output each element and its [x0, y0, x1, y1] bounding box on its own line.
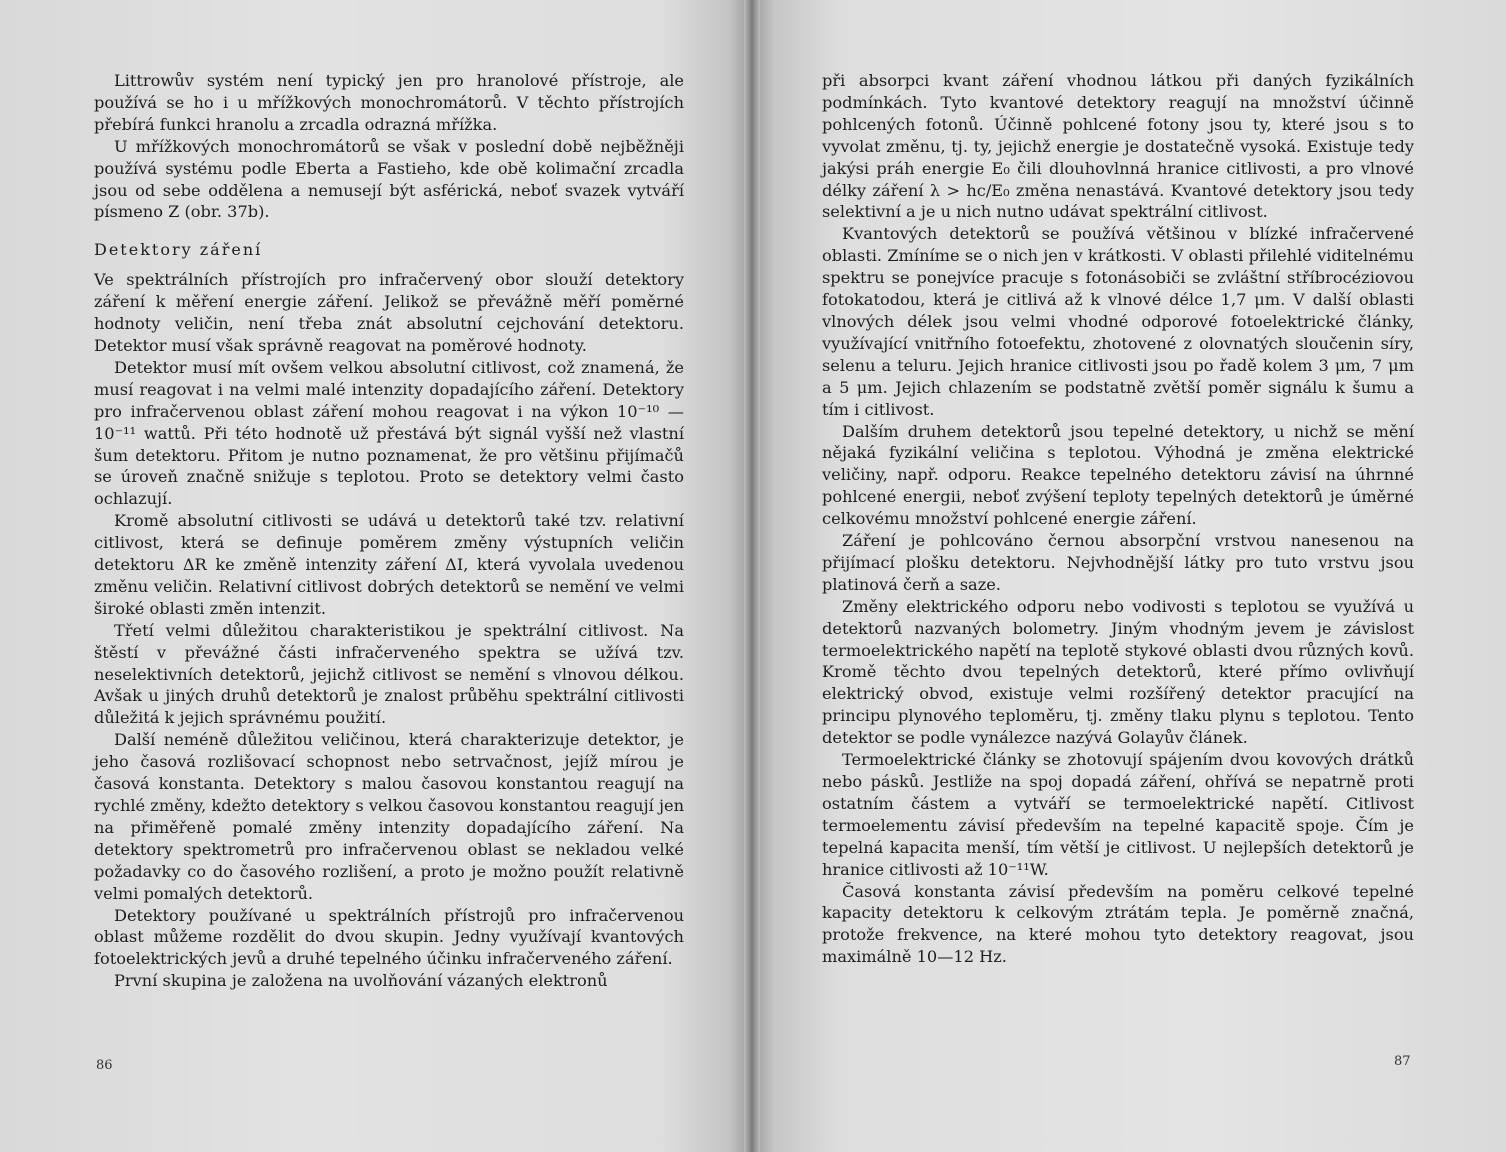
paragraph: Littrowův systém není typický jen pro hranolové přístroje, ale používá se ho i u mřížkových monochromátorů. V těchto přístrojích přebírá funkci hranolu a zrcadla odrazná mřížka. — [94, 71, 684, 134]
paragraph: První skupina je založena na uvolňování vázaných elektronů — [114, 971, 608, 991]
page-number: 87 — [1394, 1054, 1411, 1069]
paragraph: Kvantových detektorů se používá většinou v blízké infračervené oblasti. Zmíníme se o nich jen v krátkosti. V oblasti přilehlé viditelnému spektru se ponejvíce pracuje s fotonásobiči se zvláštní stříbrocéziovou fotokatodou, která je citlivá až k vlnové délce 1,7 μm. V další oblasti vlnových délek jsou velmi vhodné odporové fotoelektrické články, využívající vnitřního fotoefektu, zhotovené z olovnatých sloučenin síry, selenu a teluru. Jejich hranice citlivosti jsou po řadě kolem 3 μm, 7 μm a 5 μm. Jejich chlazením se podstatně zvětší poměr signálu k šumu a tím i citlivost. — [822, 224, 1414, 419]
paragraph: Kromě absolutní citlivosti se udává u detektorů také tzv. relativní citlivost, která se definuje poměrem změny výstupních veličin detektoru ΔR ke změně intenzity záření ΔI, která vyvolala uvedenou změnu veličin. Relativní citlivost dobrých detektorů se nemění ve velmi široké oblasti změn intenzit. — [94, 511, 684, 618]
paragraph: Detektor musí mít ovšem velkou absolutní citlivost, což znamená, že musí reagovat i na velmi malé intenzity dopadajícího záření. Detektory pro infračervenou oblast záření mohou reagovat i na výkon 10⁻¹⁰ — 10⁻¹¹ wattů. Při této hodnotě už přestává být signál vyšší než vlastní šum detektoru. Přitom je nutno poznamenat, že pro většinu přijímačů se úroveň značně snižuje s teplotou. Proto se detektory velmi často ochlazují. — [94, 357, 684, 509]
paragraph: Třetí velmi důležitou charakteristikou je spektrální citlivost. Na štěstí v převážné části infračerveného spektra se užívá tzv. neselektivních detektorů, jejichž citlivost se nemění s vlnovou délkou. Avšak u jiných druhů detektorů je znalost průběhu spektrální citlivosti důležitá k jejich správnému použití. — [94, 620, 684, 728]
paragraph: Ve spektrálních přístrojích pro infračervený obor slouží detektory záření k měření energie záření. Jelikož se převážně měří poměrné hodnoty veličin, není třeba znát absolutní cejchování detektoru. Detektor musí však správně reagovat na poměrové hodnoty. — [94, 270, 684, 355]
right-page-text — [822, 70, 1414, 968]
paragraph: Změny elektrického odporu nebo vodivosti s teplotou se využívá u detektorů nazvaných bolometry. Jiným vhodným jevem je závislost termoelektrického napětí na teplotě stykové oblasti dvou různých kovů. Kromě těchto dvou tepelných detektorů, které přímo ovlivňují elektrický obvod, existuje velmi rozšířený detektor pracující na principu plynového teploměru, tj. změny tlaku plynu s teplotou. Tento detektor se podle vynálezce nazývá Golayův článek. — [822, 596, 1414, 748]
paragraph: Časová konstanta závisí především na poměru celkové tepelné kapacity detektoru k celkovým ztrátám tepla. Je poměrně značná, protože frekvence, na které mohou tyto detektory reagovat, jsou maximálně 10—12 Hz. — [822, 881, 1414, 967]
paragraph: Termoelektrické články se zhotovují spájením dvou kovových drátků nebo pásků. Jestliže na spoj dopadá záření, ohřívá se nepatrně proti ostatním částem a vytváří se termoelektrické napětí. Citlivost termoelementu závisí především na tepelné kapacitě spoje. Čím je tepelná kapacita menší, tím větší je citlivost. U nejlepších detektorů je hranice citlivosti až 10⁻¹¹W. — [822, 750, 1414, 879]
paragraph: Záření je pohlcováno černou absorpční vrstvou nanesenou na přijímací plošku detektoru. Nejvhodnější látky pro tuto vrstvu jsou platinová čerň a saze. — [822, 531, 1414, 594]
paragraph: U mřížkových monochromátorů se však v poslední době nejběžněji používá systému podle Eberta a Fastieho, kde obě kolimační zrcadla jsou od sebe oddělena a nemusejí být asférická, neboť svazek vytváří písmeno Z (obr. 37b). — [94, 136, 684, 222]
left-page-text — [94, 70, 684, 992]
paragraph: Detektory používané u spektrálních přístrojů pro infračervenou oblast můžeme rozdělit do dvou skupin. Jedny využívají kvantových fotoelektrických jevů a druhé tepelného účinku infračerveného záření. — [94, 905, 684, 969]
left-page — [0, 0, 752, 1152]
book-gutter — [744, 0, 760, 1152]
paragraph: Další neméně důležitou veličinou, která charakterizuje detektor, je jeho časová rozlišovací schopnost nebo setrvačnost, jejíž mírou je časová konstanta. Detektory s malou časovou konstantou reagují na rychlé změny, kdežto detektory s velkou časovou konstantou reagují jen na přiměřeně pomalé změny intenzity dopadajícího záření. Na detektory spektrometrů pro infračervenou oblast se nekladou velké požadavky co do časového rozlišení, a proto je možno použít relativně velmi pomalých detektorů. — [94, 730, 684, 903]
page-number: 86 — [96, 1058, 113, 1073]
section-heading: Detektory záření — [94, 240, 263, 260]
paragraph: při absorpci kvant záření vhodnou látkou při daných fyzikálních podmínkách. Tyto kvantové detektory reagují na množství účinně pohlcených fotonů. Účinně pohlcené fotony jsou ty, které jsou s to vyvolat změnu, tj. ty, jejichž energie je dostatečně vysoká. Existuje tedy jakýsi práh energie E₀ čili dlouhovlnná hranice citlivosti, a pro vlnové délky záření λ > hc/E₀ změna nenastává. Kvantové detektory jsou tedy selektivní a je u nich nutno udávat spektrální citlivost. — [822, 71, 1414, 222]
paragraph: Dalším druhem detektorů jsou tepelné detektory, u nichž se mění nějaká fyzikální veličina s teplotou. Výhodná je změna elektrické veličiny, např. odporu. Reakce tepelného detektoru závisí na úhrnné pohlcené energii, neboť zvýšení teploty tepelných detektorů je úměrné celkovému množství pohlcené energie záření. — [822, 421, 1414, 529]
right-page — [752, 0, 1506, 1152]
